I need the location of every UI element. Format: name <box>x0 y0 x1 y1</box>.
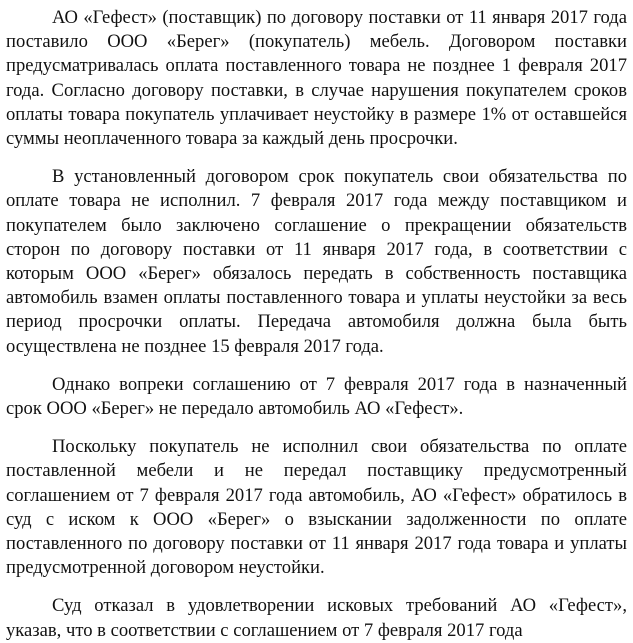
paragraph-1: АО «Гефест» (поставщик) по договору поставки от 11 января 2017 года поставило ООО «Берег» (покупатель) мебель. Договором поставки предусматривалась оплата поставленного товара не позднее 1 февраля 2017 года. Согласно договору поставки, в случае нарушения покупателем сроков оплаты товара покупатель уплачивает неустойку в размере 1% от оставшейся суммы неоплаченного товара за каждый день просрочки. <box>6 7 627 150</box>
document-page <box>6 6 627 643</box>
paragraph-5: Суд отказал в удовлетворении исковых требований АО «Гефест», указав, что в соответствии с соглашением от 7 февраля 2017 года <box>6 595 627 641</box>
paragraph-4: Поскольку покупатель не исполнил свои обязательства по оплате поставленной мебели и не передал поставщику предусмотренный соглашением от 7 февраля 2017 года автомобиль, АО «Гефест» обратилось в суд с иском к ООО «Берег» о взыскании задолженности по оплате поставленного по договору поставки от 11 января 2017 года товара и уплаты предусмотренной договором неустойки. <box>6 436 627 579</box>
paragraph-3: Однако вопреки соглашению от 7 февраля 2017 года в назначенный срок ООО «Берег» не передало автомобиль АО «Гефест». <box>6 373 627 420</box>
paragraph-2: В установленный договором срок покупатель свои обязательства по оплате товара не исполнил. 7 февраля 2017 года между поставщиком и покупателем было заключено соглашение о прекращении обязательств сторон по договору поставки от 11 января 2017 года, в соответствии с которым ООО «Берег» обязалось передать в собственность поставщика автомобиль взамен оплаты поставленного товара и уплаты неустойки за весь период просрочки оплаты. Передача автомобиля должна была быть осуществлена не позднее 15 февраля 2017 года. <box>6 166 627 357</box>
